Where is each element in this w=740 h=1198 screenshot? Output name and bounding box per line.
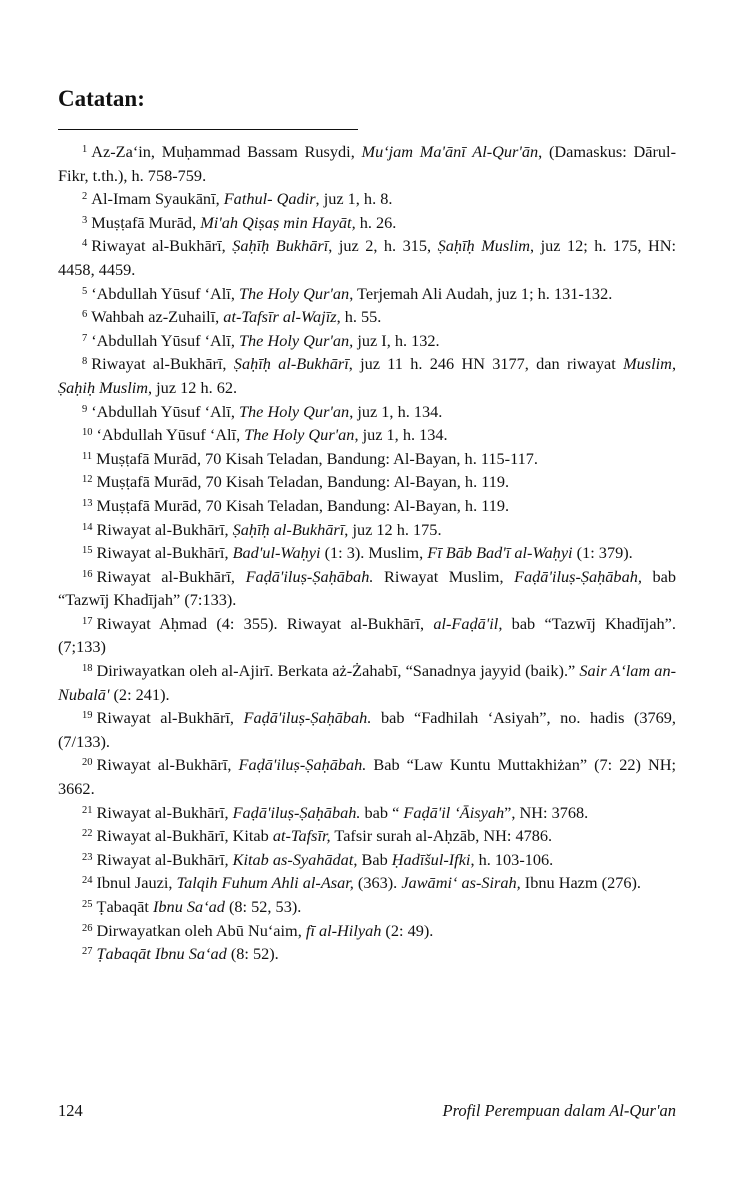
endnote-text: , juz 2, h. 315, xyxy=(328,236,438,256)
endnote-text: Muṣṭafā Murād, 70 Kisah Teladan, Bandung: Al-Bayan, h. 115-117. xyxy=(96,448,538,468)
endnote-text: Riwayat al-Bukhārī, xyxy=(96,543,233,563)
endnote-title: Ibnu Sa‘ad xyxy=(153,897,225,916)
endnote-text: bab “ xyxy=(360,802,404,822)
endnote-number: 19 xyxy=(82,710,93,722)
endnote-title: Muslim xyxy=(623,354,672,374)
endnote-text: , juz 12; h. 175, HN: 4458, 4459. xyxy=(58,236,677,279)
endnote-number: 18 xyxy=(82,663,93,675)
endnote-number: 14 xyxy=(82,521,93,533)
endnote-14 xyxy=(58,518,676,542)
endnote-title: Jawāmi‘ as-Sirah, xyxy=(401,873,521,893)
endnote-title: Faḍā'iluṣ-Ṣaḥābah, xyxy=(514,566,642,586)
endnote-text: Muṣṭafā Murād, 70 Kisah Teladan, Bandung: Al-Bayan, h. 119. xyxy=(96,472,510,492)
endnote-text: Riwayat al-Bukhārī, xyxy=(91,236,233,256)
endnote-title: Fathul- Qadir xyxy=(223,189,316,209)
endnote-title: , Kitab as-Syahādat xyxy=(224,849,354,869)
endnote-title: Faḍā'il ‘Āisyah xyxy=(403,802,505,822)
endnote-number: 8 xyxy=(82,356,88,368)
endnote-text: (1: 379). xyxy=(572,543,633,563)
endnote-24 xyxy=(58,871,676,895)
endnote-7 xyxy=(58,329,676,353)
endnote-text: , Terjemah Ali Audah, juz 1; h. 131-132. xyxy=(349,283,613,303)
endnote-8 xyxy=(58,352,676,399)
endnote-title: Mi'ah Qiṣaṣ min Hayāt, xyxy=(200,212,356,232)
endnote-text: Riwayat al-Bukhārī xyxy=(96,849,225,869)
endnote-text: Bab “Law Kuntu Muttakhiżan” (7: 22) NH; 3662. xyxy=(58,755,677,799)
endnote-title: at-Tafsīr, xyxy=(272,826,331,846)
endnote-text: , juz 12 h. 62. xyxy=(148,377,238,397)
endnote-text: , juz 12 h. 175. xyxy=(344,519,442,539)
endnote-text: h. 26. xyxy=(355,212,397,232)
endnote-18 xyxy=(58,659,676,706)
endnote-number: 16 xyxy=(82,568,93,580)
endnote-text: bab “Tazwīj Khadījah” (7:133). xyxy=(58,566,676,610)
endnote-text: , juz 1, h. 8. xyxy=(315,189,393,209)
endnote-text: , juz 1, h. 134. xyxy=(354,425,448,445)
endnote-title: The Holy Qur'an xyxy=(238,401,350,421)
endnote-title: Sair A‘lam an-Nubalā' xyxy=(58,661,677,704)
endnote-text: bab “Tazwīj Khadījah”.(7;133) xyxy=(58,613,676,657)
endnote-number: 5 xyxy=(82,285,88,297)
notes-heading: Catatan: xyxy=(58,86,145,111)
endnote-4 xyxy=(58,234,676,281)
endnote-text: Ṭabaqāt xyxy=(96,897,153,916)
endnote-11 xyxy=(58,447,676,471)
endnote-number: 7 xyxy=(82,332,88,344)
endnote-text: Riwayat al-Bukhārī, Kitab xyxy=(96,826,273,846)
endnote-number: 10 xyxy=(82,427,93,439)
endnote-text: , juz 11 h. 246 HN 3177, dan riwayat xyxy=(348,354,624,374)
running-title: Profil Perempuan dalam Al-Qur'an xyxy=(442,1101,676,1120)
endnote-12 xyxy=(58,470,676,494)
endnote-text: (8: 52). xyxy=(226,944,279,964)
endnote-number: 22 xyxy=(82,828,93,840)
endnote-text: Dirwayatkan oleh Abū Nu‘aim, xyxy=(96,920,306,940)
endnote-23 xyxy=(58,848,676,872)
endnote-number: 27 xyxy=(82,946,93,958)
endnote-25 xyxy=(58,895,676,919)
endnote-title: Mu‘jam Ma'ānī Al-Qur'ān xyxy=(361,142,539,161)
endnote-text: , juz 1, h. 134. xyxy=(349,401,443,421)
endnote-text: Riwayat Aḥmad (4: 355). Riwayat al-Bukhārī, xyxy=(96,613,434,633)
endnote-text: , Bab xyxy=(353,849,392,869)
endnote-text: Al-Imam Syaukānī, xyxy=(91,189,224,209)
endnote-text: (2: 49). xyxy=(381,920,434,940)
endnote-text: Riwayat al-Bukhārī, xyxy=(96,519,233,539)
endnote-text: ‘Abdullah Yūsuf ‘Alī, xyxy=(91,330,239,350)
endnote-19 xyxy=(58,706,676,753)
endnote-number: 20 xyxy=(82,757,93,769)
endnote-title: fī al-Hilyah xyxy=(305,920,382,940)
endnote-title: Ḥadīšul-Ifki xyxy=(391,849,471,869)
endnote-number: 21 xyxy=(82,804,93,816)
endnote-17 xyxy=(58,612,676,659)
endnote-text: Ibnul Jauzi, xyxy=(96,873,177,893)
endnote-number: 2 xyxy=(82,191,88,203)
endnote-text: Diriwayatkan oleh al-Ajirī. Berkata aż-Żahabī, “Sanadnya jayyid (baik).” xyxy=(96,661,580,681)
endnote-text: ‘Abdullah Yūsuf ‘Alī, xyxy=(96,425,245,445)
endnote-21 xyxy=(58,801,676,825)
endnote-title: Ṭabaqāt Ibnu Sa‘ad xyxy=(96,944,227,964)
endnote-number: 13 xyxy=(82,497,93,509)
endnote-20 xyxy=(58,753,676,800)
endnote-number: 3 xyxy=(82,214,88,226)
endnote-number: 12 xyxy=(82,474,93,486)
endnote-number: 24 xyxy=(82,875,93,887)
endnote-title: Talqih Fuhum Ahli al-Asar, xyxy=(176,873,354,893)
endnote-number: 9 xyxy=(82,403,88,415)
endnote-text: bab “Fadhilah ‘Asiyah”, no. hadis (3769, (7/133). xyxy=(58,708,677,751)
endnote-text: Riwayat al-Bukhārī, xyxy=(96,802,233,822)
endnote-text: Ibnu Hazm (276). xyxy=(520,873,641,893)
endnote-number: 17 xyxy=(82,615,93,627)
endnote-27 xyxy=(58,942,676,966)
endnote-15 xyxy=(58,541,676,565)
endnote-title: Faḍā'iluṣ-Ṣaḥābah. xyxy=(245,566,374,586)
endnote-26 xyxy=(58,919,676,943)
endnote-text: Wahbah az-Zuhailī, xyxy=(91,307,224,327)
endnote-title: Faḍā'iluṣ-Ṣaḥābah. xyxy=(232,802,361,822)
endnote-title: The Holy Qur'an, xyxy=(238,330,354,350)
endnote-text: , h. 55. xyxy=(336,307,382,327)
endnote-text: Riwayat al-Bukhārī, xyxy=(96,566,246,586)
endnote-text: Tafsir surah al-Aḥzāb, NH: 4786. xyxy=(330,826,553,846)
endnote-title: Ṣaḥīḥ al-Bukhārī xyxy=(233,354,349,374)
endnote-title: Ṣaḥīḥ Bukhārī xyxy=(232,236,329,256)
endnote-number: 4 xyxy=(82,238,88,250)
endnote-title: The Holy Qur'an xyxy=(244,425,355,445)
endnote-text: , (Damaskus: Dārul- Fikr, t.th.), h. 758-759. xyxy=(58,142,676,185)
endnote-text: (2: 241). xyxy=(109,684,170,704)
endnote-text: (8: 52, 53). xyxy=(224,897,302,916)
endnote-text: Muṣṭafā Murād, xyxy=(91,212,201,232)
endnote-number: 1 xyxy=(82,144,88,155)
endnote-text: juz I, h. 132. xyxy=(353,330,440,350)
endnote-2 xyxy=(58,187,676,211)
endnote-number: 23 xyxy=(82,851,93,863)
endnote-text: ”, NH: 3768. xyxy=(504,802,589,822)
endnote-title: Faḍā'iluṣ-Ṣaḥābah. xyxy=(243,708,372,728)
endnote-title: al-Faḍā'il, xyxy=(433,613,503,633)
endnote-5 xyxy=(58,282,676,306)
endnote-title: Ṣaḥīḥ al-Bukhārī xyxy=(232,519,345,539)
endnote-number: 15 xyxy=(82,545,93,557)
endnote-text: , h. 103-106. xyxy=(470,849,554,869)
endnote-number: 11 xyxy=(82,450,93,462)
page-number: 124 xyxy=(58,1101,83,1120)
endnote-text: (363). xyxy=(353,873,402,893)
endnote-title: Faḍā'iluṣ-Ṣaḥābah. xyxy=(238,755,367,775)
endnote-number: 26 xyxy=(82,922,93,934)
endnote-22 xyxy=(58,824,676,848)
endnote-text: Riwayat Muslim, xyxy=(373,566,515,586)
endnote-text: Riwayat al-Bukhārī, xyxy=(91,354,234,374)
endnote-text: ‘Abdullah Yūsuf ‘Alī, xyxy=(91,283,239,303)
endnote-text: , xyxy=(671,354,677,374)
endnote-title: at-Tafsīr al-Wajīz xyxy=(223,307,337,327)
endnotes-list xyxy=(58,140,676,966)
endnote-16 xyxy=(58,565,676,612)
endnote-number: 6 xyxy=(82,309,88,321)
endnote-9 xyxy=(58,400,676,424)
endnote-6 xyxy=(58,305,676,329)
endnote-10 xyxy=(58,423,676,447)
endnote-1 xyxy=(58,140,676,187)
endnote-title: The Holy Qur'an xyxy=(238,283,350,303)
endnote-text: (1: 3). Muslim, xyxy=(320,543,428,563)
endnote-text: ‘Abdullah Yūsuf ‘Alī, xyxy=(91,401,239,421)
endnote-13 xyxy=(58,494,676,518)
endnote-text: Riwayat al-Bukhārī, xyxy=(96,755,239,775)
endnote-3 xyxy=(58,211,676,235)
endnote-number: 25 xyxy=(82,899,93,910)
endnote-title: Fī Bāb Bad'ī al-Waḥyi xyxy=(427,543,573,563)
heading-divider xyxy=(58,129,358,130)
endnote-text: Riwayat al-Bukhārī, xyxy=(96,708,244,728)
endnote-title: Ṣaḥiḥ Muslim xyxy=(58,377,149,397)
endnote-text: Az-Za‘in, Muḥammad Bassam Rusydi, xyxy=(91,142,362,161)
endnote-text: Muṣṭafā Murād, 70 Kisah Teladan, Bandung: Al-Bayan, h. 119. xyxy=(96,495,510,515)
endnote-title: Bad'ul-Waḥyi xyxy=(232,543,321,563)
endnote-title: Ṣaḥīḥ Muslim xyxy=(437,236,531,256)
